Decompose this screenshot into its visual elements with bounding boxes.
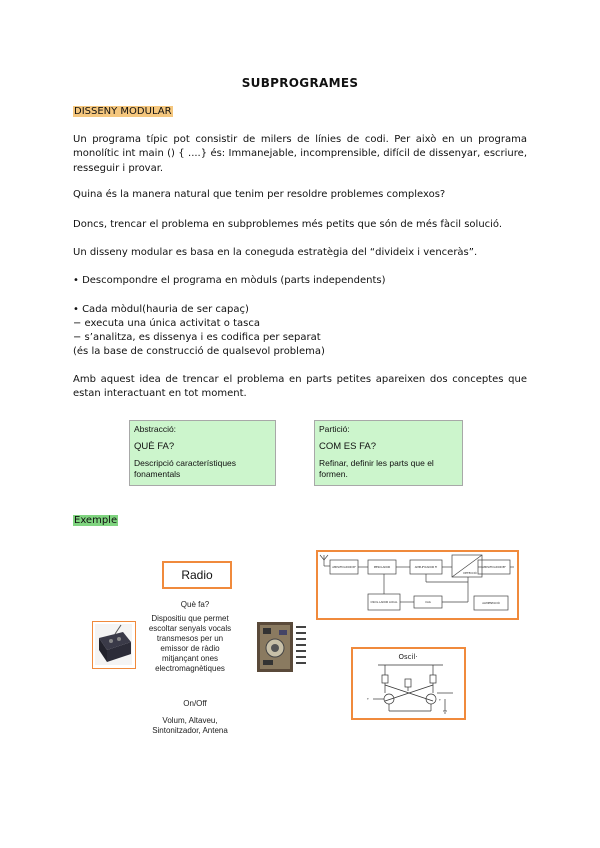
abstraccio-question: QUÈ FA? [134,441,175,452]
circuit-board-image [255,620,310,675]
paragraph-question: Quina és la manera natural que tenim per resoldre problemes complexos? [73,189,446,200]
radio-title-box [162,561,232,589]
svg-text:T: T [439,698,441,702]
dash-executa: − executa una única activitat o tasca [73,318,260,329]
section-label: DISSENY MODULAR [74,106,172,117]
radio-desc-line: transmesos per un [156,634,224,643]
particio-head: Partició: [319,424,350,434]
abstraccio-head: Abstracció: [134,424,177,434]
radio-controls-line: Sintonitzador, Antena [152,726,228,735]
diagram-block-label: AMPLIFICADOR RF [332,566,356,569]
radio-desc-line: escoltar senyals vocals [148,624,232,633]
particio-question: COM ES FA? [319,441,377,452]
diagram-block-label: AMPLIFICADOR FI [414,566,438,569]
bullet-descompondre: • Descompondre el programa en mòduls (parts independents) [73,275,386,286]
diagram-block-label: AMPLIFICADOR BF [482,566,506,569]
circuit-board-icon [255,620,310,675]
radio-desc-line: emissor de ràdio [160,644,220,653]
paragraph-intro: Un programa típic pot consistir de milers de línies de codi. Per això en un programa monolític int main () { ....} és: Immanejable, incomprensible, difícil de dissenyar, escriure, resseguir i provar. [73,134,527,174]
radio-desc-line: mitjançant ones [161,654,219,663]
oscillator-title: Oscil· [398,653,418,661]
radio-description [130,614,250,674]
paragraph-answer: Doncs, trencar el problema en subproblemes més petits que són de més fàcil solució. [73,219,503,230]
radio-device-icon [93,622,134,667]
section-heading-modular [73,106,173,117]
radio-desc-line: electromagnètiques [155,664,225,673]
block-diagram [316,550,519,620]
radio-title: Radio [181,568,213,582]
bullet-cada-modul: • Cada mòdul(hauria de ser capaç) [73,304,249,315]
radio-desc-line: Dispositiu que permet [151,614,229,623]
paragraph-concepts: Amb aquest idea de trencar el problema en parts petites apareixen dos conceptes que estan interactuant en tot moment. [73,374,527,400]
radio-controls-line: Volum, Altaveu, [162,716,218,725]
svg-text:T: T [367,697,369,701]
radio-que-fa: Què fa? [180,600,210,609]
note-base: (és la base de construcció de qualsevol problema) [73,346,325,357]
block-diagram-svg [318,552,517,618]
diagram-block-label: MESCLADOR [373,566,391,569]
section-heading-exemple [73,515,118,526]
oscillator-schematic [351,647,466,720]
dash-analitza: − s’analitza, es dissenya i es codifica per separat [73,332,321,343]
abstraccio-box [129,420,276,486]
radio-onoff: On/Off [183,699,207,708]
particio-box [314,420,463,486]
diagram-block-label: DETECCIÓ [463,572,477,575]
oscillator-svg [353,649,464,718]
particio-desc: Refinar, definir les parts que el formen. [319,458,434,479]
paragraph-strategy: Un disseny modular es basa en la coneguda estratègia del “divideix i venceràs”. [73,247,478,258]
diagram-block-label: OSCIL·LADOR LOCAL [370,601,398,604]
abstraccio-desc: Descripció característiques fonamentals [134,458,237,479]
radio-device-image [92,621,136,669]
section-label: Exemple [74,515,118,526]
diagram-block-label: ALIMENTACIÓ [482,602,500,605]
radio-controls [130,716,250,736]
page-title: SUBPROGRAMES [241,76,359,90]
diagram-block-label: CAG [425,601,431,604]
